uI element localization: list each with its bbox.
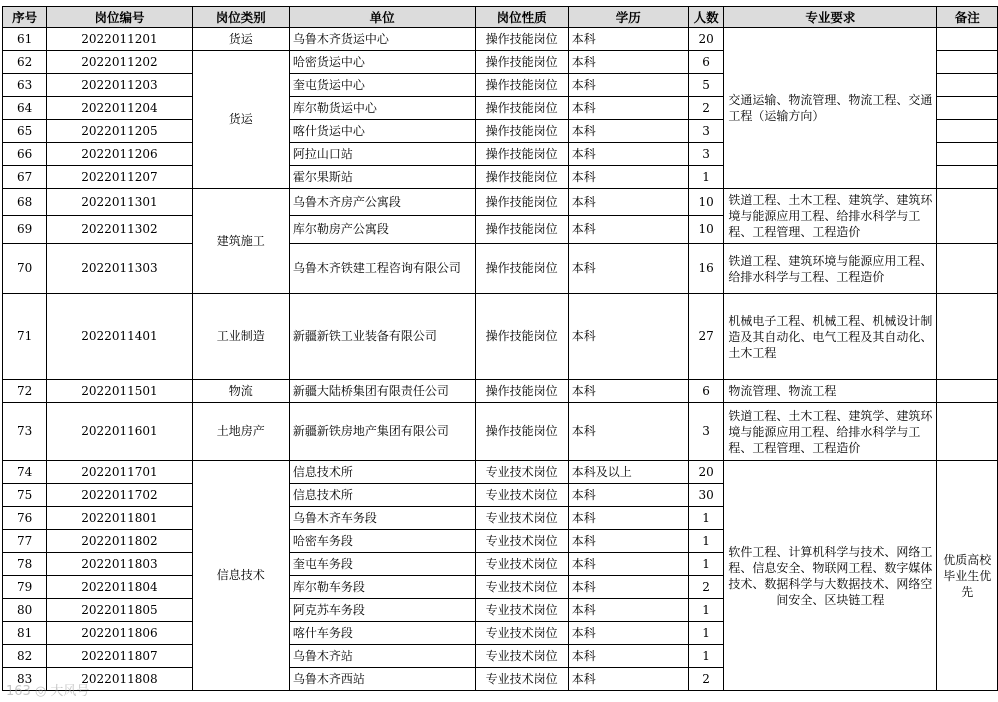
cell-count: 20 <box>688 28 723 51</box>
header-seq: 序号 <box>3 7 47 28</box>
cell-seq: 64 <box>3 97 47 120</box>
cell-remark <box>937 380 998 403</box>
cell-edu: 本科 <box>568 380 688 403</box>
cell-count: 27 <box>688 294 723 380</box>
cell-code: 2022011302 <box>47 216 193 244</box>
header-category: 岗位类别 <box>192 7 289 28</box>
cell-edu: 本科 <box>568 294 688 380</box>
cell-unit: 喀什货运中心 <box>289 120 475 143</box>
table-row <box>3 403 998 461</box>
header-code: 岗位编号 <box>47 7 193 28</box>
cell-unit: 新疆新铁房地产集团有限公司 <box>289 403 475 461</box>
cell-category: 土地房产 <box>192 403 289 461</box>
cell-code: 2022011301 <box>47 189 193 216</box>
cell-nature: 操作技能岗位 <box>475 143 568 166</box>
cell-unit: 哈密车务段 <box>289 530 475 553</box>
cell-remark <box>937 189 998 244</box>
cell-unit: 阿克苏车务段 <box>289 599 475 622</box>
cell-seq: 74 <box>3 461 47 484</box>
table-row <box>3 244 998 294</box>
cell-seq: 61 <box>3 28 47 51</box>
header-unit: 单位 <box>289 7 475 28</box>
cell-nature: 专业技术岗位 <box>475 599 568 622</box>
cell-edu: 本科 <box>568 166 688 189</box>
cell-remark <box>937 51 998 74</box>
cell-edu: 本科 <box>568 507 688 530</box>
cell-unit: 哈密货运中心 <box>289 51 475 74</box>
cell-code: 2022011303 <box>47 244 193 294</box>
cell-unit: 乌鲁木齐西站 <box>289 668 475 691</box>
cell-unit: 乌鲁木齐铁建工程咨询有限公司 <box>289 244 475 294</box>
cell-unit: 乌鲁木齐站 <box>289 645 475 668</box>
cell-remark <box>937 97 998 120</box>
cell-code: 2022011804 <box>47 576 193 599</box>
cell-nature: 操作技能岗位 <box>475 97 568 120</box>
cell-unit: 库尔勒车务段 <box>289 576 475 599</box>
cell-seq: 83 <box>3 668 47 691</box>
cell-remark <box>937 120 998 143</box>
cell-count: 2 <box>688 97 723 120</box>
table-row <box>3 28 998 51</box>
cell-remark-it: 优质高校毕业生优先 <box>937 461 998 691</box>
cell-count: 16 <box>688 244 723 294</box>
cell-seq: 81 <box>3 622 47 645</box>
header-remark: 备注 <box>937 7 998 28</box>
cell-seq: 70 <box>3 244 47 294</box>
cell-unit: 喀什车务段 <box>289 622 475 645</box>
cell-major-logistics: 物流管理、物流工程 <box>724 380 937 403</box>
cell-count: 1 <box>688 622 723 645</box>
cell-category-construction: 建筑施工 <box>192 189 289 294</box>
cell-remark <box>937 244 998 294</box>
cell-nature: 操作技能岗位 <box>475 244 568 294</box>
table-row <box>3 294 998 380</box>
cell-unit: 乌鲁木齐车务段 <box>289 507 475 530</box>
cell-count: 10 <box>688 216 723 244</box>
cell-unit: 库尔勒货运中心 <box>289 97 475 120</box>
cell-edu: 本科 <box>568 74 688 97</box>
cell-edu: 本科 <box>568 120 688 143</box>
cell-nature: 操作技能岗位 <box>475 380 568 403</box>
cell-code: 2022011805 <box>47 599 193 622</box>
cell-unit: 乌鲁木齐房产公寓段 <box>289 189 475 216</box>
cell-nature: 专业技术岗位 <box>475 530 568 553</box>
cell-code: 2022011207 <box>47 166 193 189</box>
cell-unit: 库尔勒房产公寓段 <box>289 216 475 244</box>
cell-seq: 69 <box>3 216 47 244</box>
cell-code: 2022011202 <box>47 51 193 74</box>
cell-remark <box>937 166 998 189</box>
cell-unit: 信息技术所 <box>289 484 475 507</box>
cell-remark <box>937 143 998 166</box>
cell-nature: 操作技能岗位 <box>475 51 568 74</box>
cell-seq: 62 <box>3 51 47 74</box>
cell-unit: 新疆大陆桥集团有限责任公司 <box>289 380 475 403</box>
cell-nature: 专业技术岗位 <box>475 461 568 484</box>
recruitment-table <box>2 6 998 691</box>
cell-remark <box>937 74 998 97</box>
cell-major-industrial: 机械电子工程、机械工程、机械设计制造及其自动化、电气工程及其自动化、土木工程 <box>724 294 937 380</box>
cell-nature: 专业技术岗位 <box>475 645 568 668</box>
cell-seq: 63 <box>3 74 47 97</box>
cell-nature: 专业技术岗位 <box>475 576 568 599</box>
cell-nature: 专业技术岗位 <box>475 622 568 645</box>
cell-edu: 本科 <box>568 28 688 51</box>
cell-edu: 本科 <box>568 244 688 294</box>
cell-nature: 操作技能岗位 <box>475 166 568 189</box>
cell-code: 2022011203 <box>47 74 193 97</box>
cell-edu: 本科及以上 <box>568 461 688 484</box>
cell-category: 货运 <box>192 28 289 51</box>
cell-edu: 本科 <box>568 51 688 74</box>
cell-nature: 专业技术岗位 <box>475 668 568 691</box>
cell-code: 2022011201 <box>47 28 193 51</box>
cell-nature: 操作技能岗位 <box>475 120 568 143</box>
cell-edu: 本科 <box>568 97 688 120</box>
cell-count: 2 <box>688 576 723 599</box>
cell-seq: 75 <box>3 484 47 507</box>
cell-count: 3 <box>688 403 723 461</box>
cell-edu: 本科 <box>568 216 688 244</box>
cell-count: 1 <box>688 530 723 553</box>
header-major: 专业要求 <box>724 7 937 28</box>
cell-code: 2022011802 <box>47 530 193 553</box>
cell-unit: 阿拉山口站 <box>289 143 475 166</box>
cell-code: 2022011601 <box>47 403 193 461</box>
cell-edu: 本科 <box>568 576 688 599</box>
cell-nature: 专业技术岗位 <box>475 484 568 507</box>
header-edu: 学历 <box>568 7 688 28</box>
cell-category: 物流 <box>192 380 289 403</box>
cell-count: 1 <box>688 166 723 189</box>
cell-major-land: 铁道工程、土木工程、建筑学、建筑环境与能源应用工程、给排水科学与工程、工程管理、工程造价 <box>724 403 937 461</box>
cell-seq: 68 <box>3 189 47 216</box>
cell-unit: 信息技术所 <box>289 461 475 484</box>
cell-code: 2022011702 <box>47 484 193 507</box>
cell-nature: 操作技能岗位 <box>475 216 568 244</box>
watermark: 163 ◎ 大风号 <box>6 684 90 699</box>
cell-count: 10 <box>688 189 723 216</box>
cell-count: 1 <box>688 645 723 668</box>
cell-count: 2 <box>688 668 723 691</box>
cell-remark <box>937 294 998 380</box>
cell-major-construction-b: 铁道工程、建筑环境与能源应用工程、给排水科学与工程、工程造价 <box>724 244 937 294</box>
cell-edu: 本科 <box>568 403 688 461</box>
cell-code: 2022011501 <box>47 380 193 403</box>
cell-category-freight: 货运 <box>192 51 289 189</box>
cell-nature: 操作技能岗位 <box>475 189 568 216</box>
cell-seq: 79 <box>3 576 47 599</box>
cell-code: 2022011801 <box>47 507 193 530</box>
cell-code: 2022011807 <box>47 645 193 668</box>
cell-major-freight: 交通运输、物流管理、物流工程、交通工程（运输方向） <box>724 28 937 189</box>
cell-seq: 72 <box>3 380 47 403</box>
cell-seq: 77 <box>3 530 47 553</box>
cell-remark <box>937 28 998 51</box>
cell-count: 1 <box>688 507 723 530</box>
cell-unit: 奎屯车务段 <box>289 553 475 576</box>
cell-unit: 奎屯货运中心 <box>289 74 475 97</box>
cell-major-it: 软件工程、计算机科学与技术、网络工程、信息安全、物联网工程、数字媒体技术、数据科学与大数据技术、网络空间安全、区块链工程 <box>724 461 937 691</box>
cell-count: 20 <box>688 461 723 484</box>
cell-seq: 78 <box>3 553 47 576</box>
cell-count: 5 <box>688 74 723 97</box>
table-row <box>3 189 998 216</box>
cell-count: 6 <box>688 380 723 403</box>
cell-seq: 80 <box>3 599 47 622</box>
cell-code: 2022011701 <box>47 461 193 484</box>
cell-code: 2022011205 <box>47 120 193 143</box>
cell-edu: 本科 <box>568 668 688 691</box>
cell-edu: 本科 <box>568 645 688 668</box>
cell-seq: 76 <box>3 507 47 530</box>
header-nature: 岗位性质 <box>475 7 568 28</box>
cell-seq: 71 <box>3 294 47 380</box>
header-count: 人数 <box>688 7 723 28</box>
cell-seq: 67 <box>3 166 47 189</box>
cell-remark <box>937 403 998 461</box>
cell-unit: 霍尔果斯站 <box>289 166 475 189</box>
cell-category-it: 信息技术 <box>192 461 289 691</box>
cell-seq: 66 <box>3 143 47 166</box>
cell-nature: 专业技术岗位 <box>475 507 568 530</box>
cell-seq: 82 <box>3 645 47 668</box>
cell-code: 2022011803 <box>47 553 193 576</box>
cell-count: 6 <box>688 51 723 74</box>
cell-count: 1 <box>688 599 723 622</box>
cell-edu: 本科 <box>568 189 688 216</box>
table-row <box>3 461 998 484</box>
cell-nature: 操作技能岗位 <box>475 294 568 380</box>
cell-nature: 操作技能岗位 <box>475 28 568 51</box>
cell-edu: 本科 <box>568 484 688 507</box>
cell-count: 3 <box>688 120 723 143</box>
cell-count: 3 <box>688 143 723 166</box>
table-row <box>3 380 998 403</box>
cell-edu: 本科 <box>568 530 688 553</box>
cell-code: 2022011206 <box>47 143 193 166</box>
cell-edu: 本科 <box>568 553 688 576</box>
cell-count: 1 <box>688 553 723 576</box>
cell-nature: 操作技能岗位 <box>475 403 568 461</box>
cell-seq: 73 <box>3 403 47 461</box>
cell-seq: 65 <box>3 120 47 143</box>
cell-count: 30 <box>688 484 723 507</box>
cell-code: 2022011401 <box>47 294 193 380</box>
cell-edu: 本科 <box>568 622 688 645</box>
cell-nature: 专业技术岗位 <box>475 553 568 576</box>
cell-category: 工业制造 <box>192 294 289 380</box>
cell-unit: 乌鲁木齐货运中心 <box>289 28 475 51</box>
cell-edu: 本科 <box>568 599 688 622</box>
cell-code: 2022011204 <box>47 97 193 120</box>
header-row <box>3 7 998 28</box>
cell-code: 2022011806 <box>47 622 193 645</box>
cell-edu: 本科 <box>568 143 688 166</box>
cell-unit: 新疆新铁工业装备有限公司 <box>289 294 475 380</box>
cell-major-construction-a: 铁道工程、土木工程、建筑学、建筑环境与能源应用工程、给排水科学与工程、工程管理、工程造价 <box>724 189 937 244</box>
cell-code: 2022011808 <box>47 668 193 691</box>
cell-nature: 操作技能岗位 <box>475 74 568 97</box>
